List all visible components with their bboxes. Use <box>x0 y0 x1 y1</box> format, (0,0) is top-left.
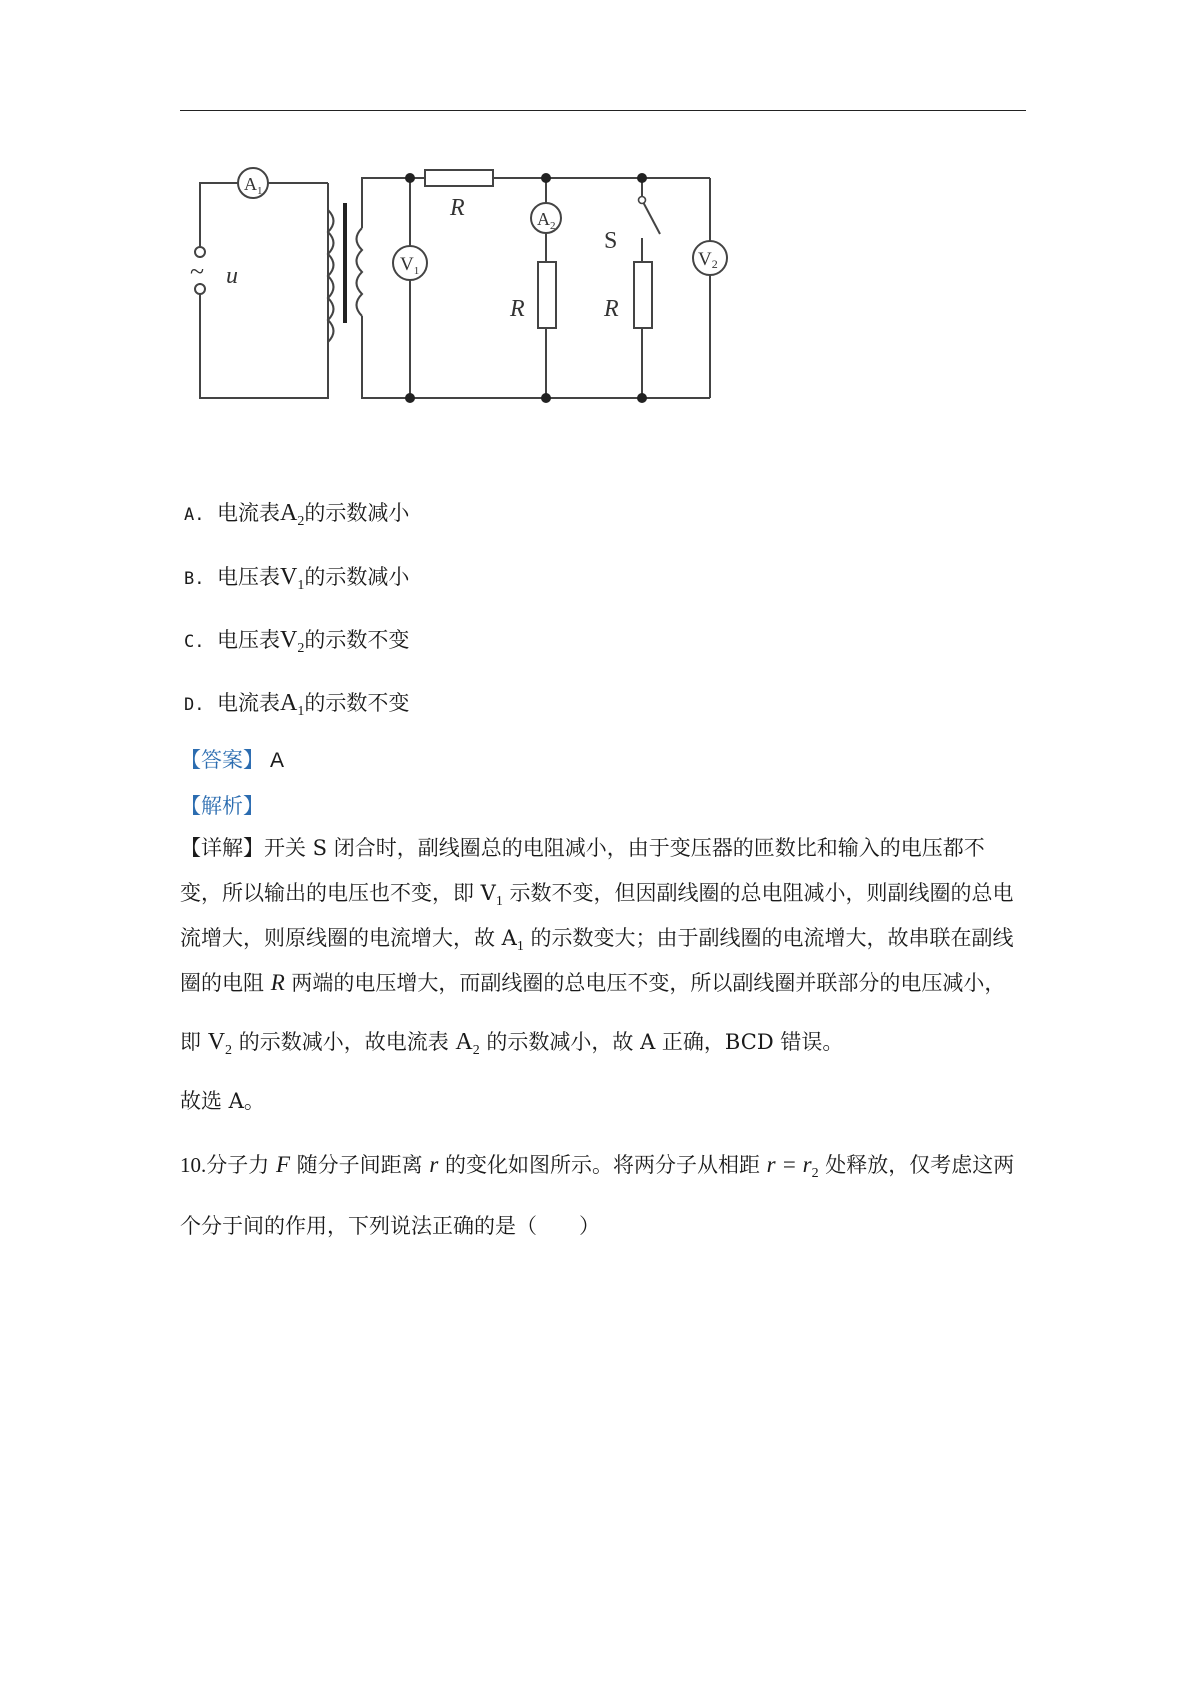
switch-label: S <box>604 228 618 254</box>
v2-label: V2 <box>698 249 718 271</box>
source-symbol: ~ <box>190 257 205 286</box>
series-resistor-label: R <box>450 195 465 221</box>
a1-label: $A_1$ <box>244 174 263 197</box>
question-10-line-2: 个分于间的作用，下列说法正确的是（ ） <box>180 1214 600 1238</box>
detail-line-2: 变，所以输出的电压也不变，即 $V_1$ 示数不变，但因副线圈的总电阻减小，则副线圈的总电 <box>180 881 1014 909</box>
primary-wire <box>200 183 328 398</box>
transformer-circuit-diagram <box>190 158 790 418</box>
a2-label: $A_2$ <box>537 209 556 232</box>
answer-value: A <box>270 749 285 772</box>
detail-line-5: 即 $V_2$ 的示数减小，故电流表 $A_2$ 的示数减小，故 A 正确，BCD 错误。 <box>180 1029 844 1058</box>
conclusion-line: 故选 A。 <box>180 1089 265 1113</box>
option-d: D. 电流表$A_1$的示数不变 <box>184 690 410 719</box>
question-10-line-1: 10.分子力 F 随分子间距离 r 的变化如图所示。将两分子从相距 $r = r_2$ 处释放，仅考虑这两 <box>180 1152 1015 1181</box>
branch-resistor-box <box>538 262 556 328</box>
switch-resistor-label: R <box>604 296 619 322</box>
answer-line <box>180 744 284 774</box>
primary-wire-top <box>200 183 238 258</box>
detail-line-1: 【详解】开关 S 闭合时，副线圈总的电阻减小，由于变压器的匝数比和输入的电压都不 <box>180 836 985 860</box>
answer-label: 【答案】 <box>180 748 264 772</box>
detail-line-3: 流增大，则原线圈的电流增大，故 $A_1$ 的示数变大；由于副线圈的电流增大，故串联在副线 <box>180 926 1014 954</box>
series-resistor-box <box>425 170 493 186</box>
option-b: B. 电压表$V_1$的示数减小 <box>184 564 410 593</box>
secondary-coil <box>357 228 363 316</box>
header-rule <box>180 110 1026 111</box>
analysis-label: 【解析】 <box>180 794 264 818</box>
switch-blade <box>642 200 660 234</box>
option-a: A. 电流表$A_2$的示数减小 <box>184 500 410 529</box>
primary-coil <box>328 210 334 342</box>
detail-line-4: 圈的电阻 R 两端的电压增大，而副线圈的总电压不变，所以副线圈并联部分的电压减小， <box>180 970 1006 995</box>
branch-resistor-label: R <box>510 296 525 322</box>
option-c: C. 电压表$V_2$的示数不变 <box>184 627 410 656</box>
source-label: u <box>226 263 238 289</box>
switch-resistor-box <box>634 262 652 328</box>
v1-label: $V_1$ <box>400 254 420 277</box>
source-terminal-top <box>195 247 205 257</box>
